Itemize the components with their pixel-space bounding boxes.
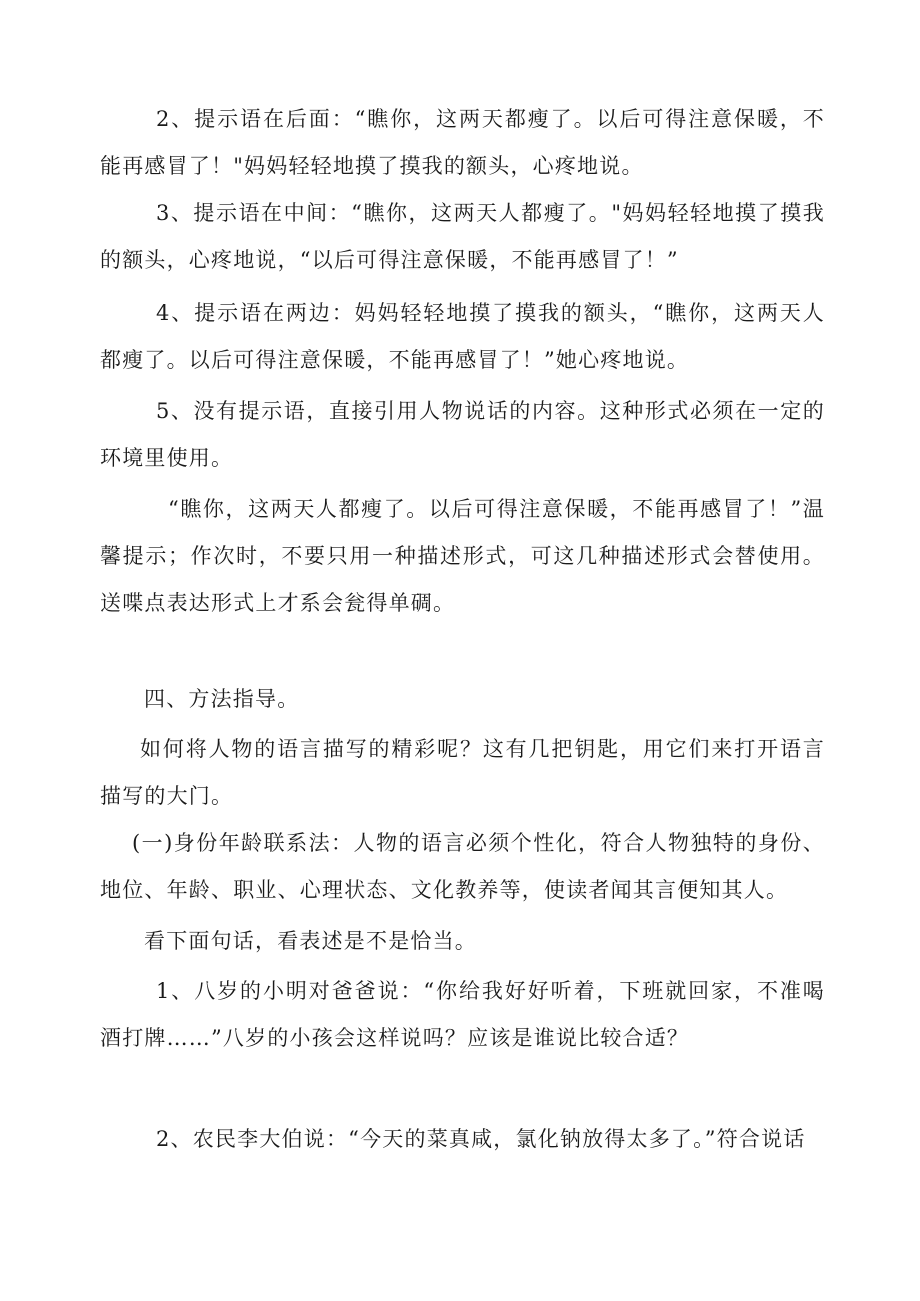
paragraph-example-1: 1、八岁的小明对爸爸说：“你给我好好听着，下班就回家，不准喝酒打牌……”八岁的小孩会这样说吗？应该是谁说比较合适？ xyxy=(100,979,825,1050)
paragraph-hint-after: 2、提示语在后面：“瞧你，这两天都瘦了。以后可得注意保暖，不能再感冒了！"妈妈轻轻地摸了摸我的额头，心疼地说。 xyxy=(100,107,825,178)
paragraph-example-2: 2、农民李大伯说：“今天的菜真咸，氯化钠放得太多了。”符合说话 xyxy=(156,1127,806,1151)
paragraph-hint-middle: 3、提示语在中间：“瞧你，这两天人都瘦了。"妈妈轻轻地摸了摸我的额头，心疼地说，“以后可得注意保暖，不能再感冒了！” xyxy=(100,201,825,272)
paragraph-intro-keys: 如何将人物的语言描写的精彩呢？这有几把钥匙，用它们来打开语言描写的大门。 xyxy=(100,737,825,808)
section-heading-method-guide: 四、方法指导。 xyxy=(144,687,300,711)
paragraph-identity-age-method: (一)身份年龄联系法：人物的语言必须个性化，符合人物独特的身份、地位、年龄、职业、心理状态、文化教养等，使读者闻其言便知其人。 xyxy=(100,831,825,902)
paragraph-hint-both-sides: 4、提示语在两边：妈妈轻轻地摸了摸我的额头，“瞧你，这两天人都瘦了。以后可得注意保暖，不能再感冒了！”她心疼地说。 xyxy=(100,301,825,372)
paragraph-look-at-sentences: 看下面句话，看表述是不是恰当。 xyxy=(144,929,477,953)
paragraph-no-hint: 5、没有提示语，直接引用人物说话的内容。这种形式必须在一定的环境里使用。 xyxy=(100,399,825,470)
paragraph-example-and-tip: “瞧你，这两天人都瘦了。以后可得注意保暖，不能再感冒了！”温馨提示；作次时，不要只用一种描述形式，可这几种描述形式会替使用。送喋点表达形式上才系会瓮得单碉。 xyxy=(100,497,825,615)
